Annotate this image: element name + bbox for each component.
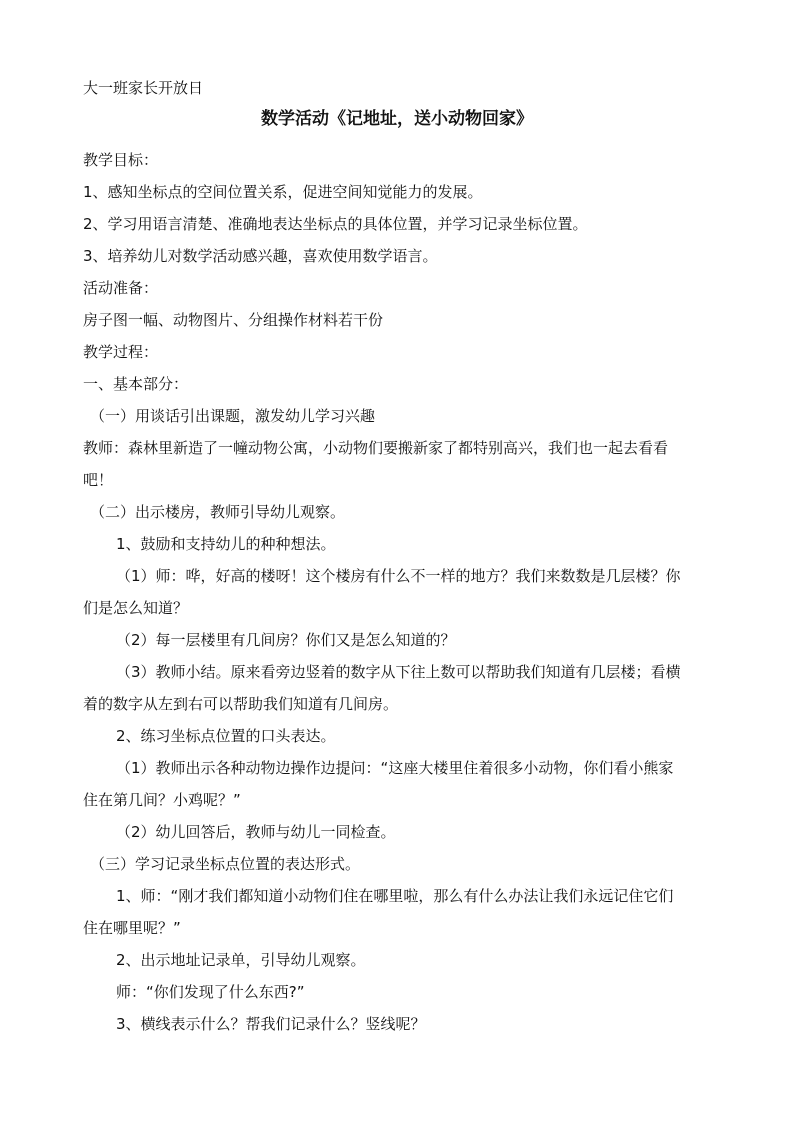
paragraph-line: （2）每一层楼里有几间房？你们又是怎么知道的？ — [116, 631, 456, 649]
paragraph-line: 2、练习坐标点位置的口头表达。 — [116, 727, 336, 745]
section-heading: 教学过程： — [83, 343, 159, 361]
section-heading: 一、基本部分： — [83, 375, 189, 393]
paragraph-line: 住在哪里呢？” — [83, 919, 181, 937]
paragraph-line: 师：“你们发现了什么东西?” — [116, 983, 305, 1001]
paragraph-line: （2）幼儿回答后，教师与幼儿一同检查。 — [116, 823, 396, 841]
subsection-heading: （二）出示楼房，教师引导幼儿观察。 — [90, 503, 346, 521]
section-heading: 教学目标： — [83, 151, 159, 169]
paragraph-line: 3、横线表示什么？帮我们记录什么？竖线呢？ — [116, 1015, 426, 1033]
paragraph-line: 1、师：“刚才我们都知道小动物们住在哪里啦，那么有什么办法让我们永远记住它们 — [116, 887, 674, 905]
section-heading: 活动准备： — [83, 279, 159, 297]
paragraph-line: 们是怎么知道？ — [83, 599, 189, 617]
subsection-heading: （三）学习记录坐标点位置的表达形式。 — [90, 855, 361, 873]
header-line: 大一班家长开放日 — [83, 79, 204, 97]
paragraph-line: 2、学习用语言清楚、准确地表达坐标点的具体位置，并学习记录坐标位置。 — [83, 215, 588, 233]
document-title: 数学活动《记地址，送小动物回家》 — [261, 109, 533, 129]
paragraph-line: 2、出示地址记录单，引导幼儿观察。 — [116, 951, 366, 969]
paragraph-line: 着的数字从左到右可以帮助我们知道有几间房。 — [83, 695, 399, 713]
paragraph-line: 1、感知坐标点的空间位置关系，促进空间知觉能力的发展。 — [83, 183, 483, 201]
paragraph-line: 吧！ — [83, 471, 114, 489]
paragraph-line: （3）教师小结。原来看旁边竖着的数字从下往上数可以帮助我们知道有几层楼；看横 — [116, 663, 681, 681]
paragraph-line: 1、鼓励和支持幼儿的种种想法。 — [116, 535, 336, 553]
paragraph-line: （1）教师出示各种动物边操作边提问：“这座大楼里住着很多小动物，你们看小熊家 — [116, 759, 674, 777]
paragraph-line: 3、培养幼儿对数学活动感兴趣，喜欢使用数学语言。 — [83, 247, 438, 265]
paragraph-line: 房子图一幅、动物图片、分组操作材料若干份 — [83, 311, 384, 329]
subsection-heading: （一）用谈话引出课题，激发幼儿学习兴趣 — [90, 407, 376, 425]
paragraph-line: （1）师：哗，好高的楼呀！这个楼房有什么不一样的地方？我们来数数是几层楼？你 — [116, 567, 681, 585]
paragraph-line: 教师：森林里新造了一幢动物公寓，小动物们要搬新家了都特别高兴，我们也一起去看看 — [83, 439, 669, 457]
paragraph-line: 住在第几间？小鸡呢？” — [83, 791, 241, 809]
